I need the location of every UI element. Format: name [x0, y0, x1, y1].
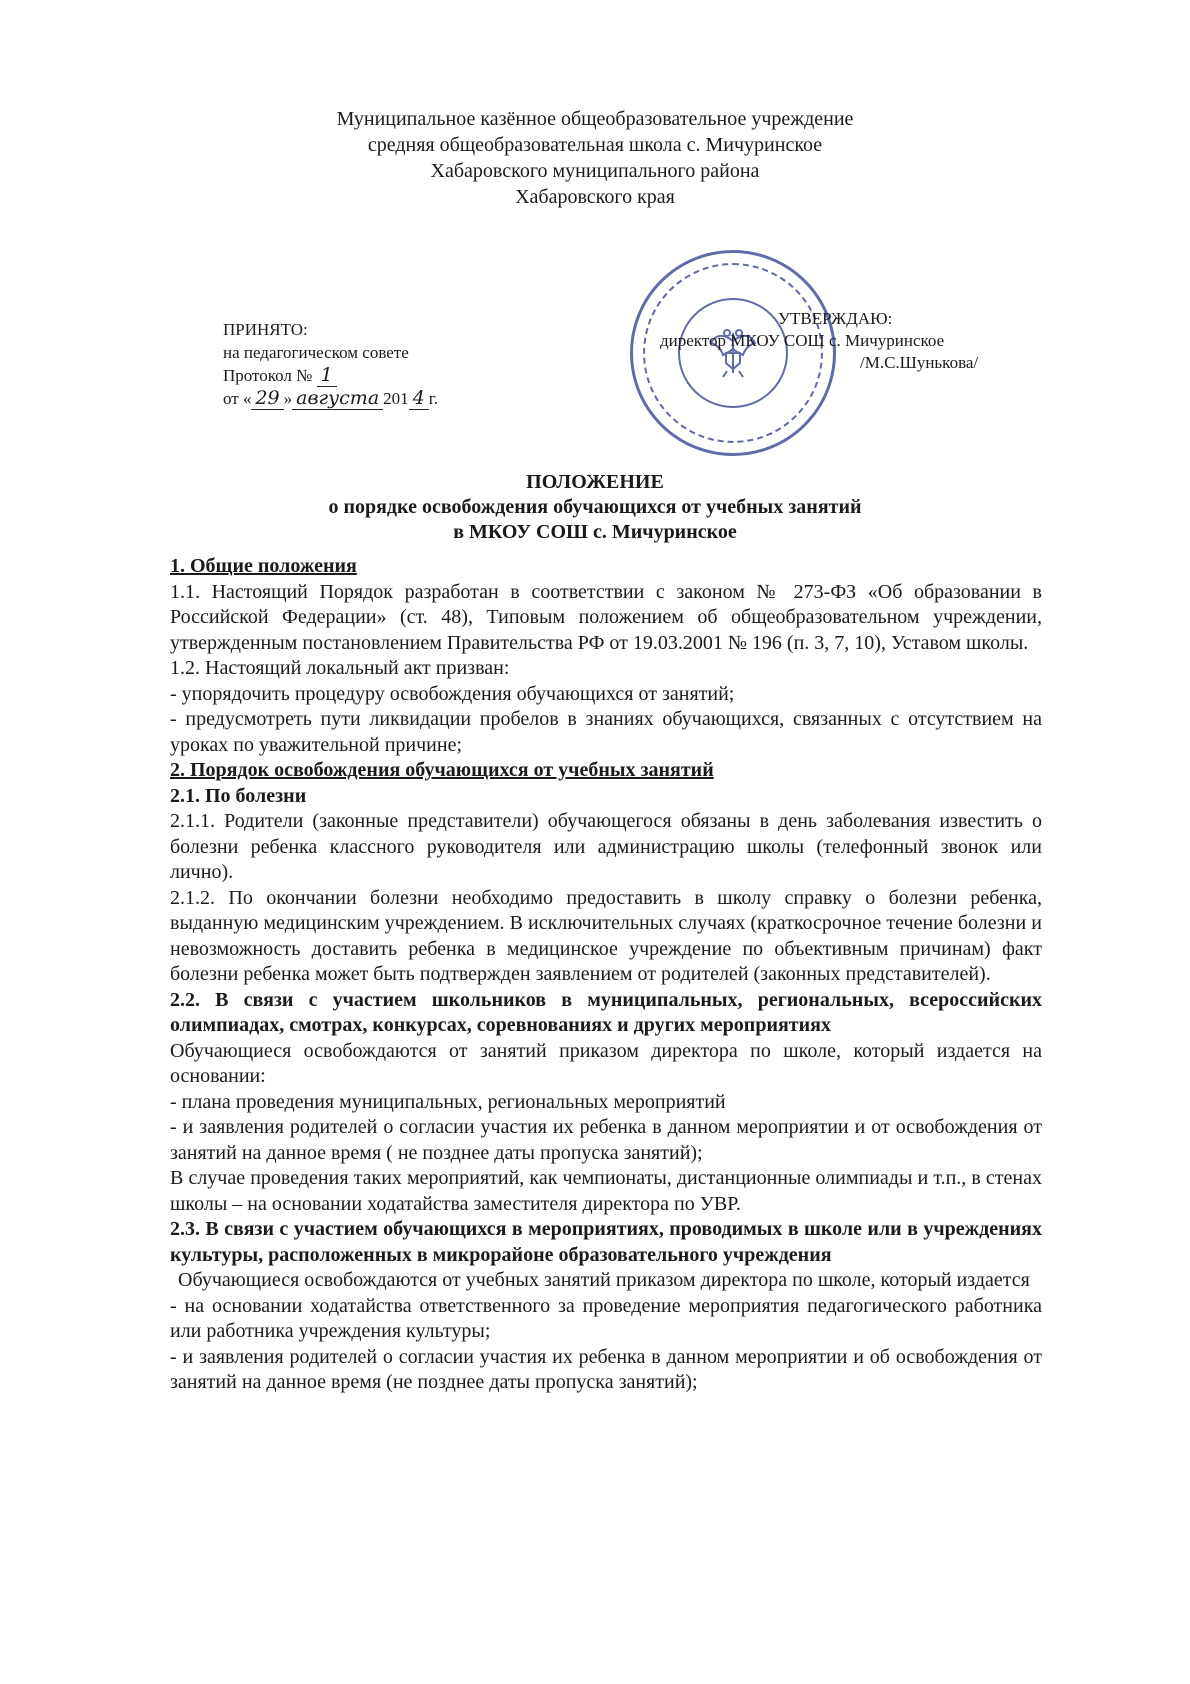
- subsection-heading: 2.1. По болезни: [170, 784, 307, 807]
- accepted-title: ПРИНЯТО:: [223, 320, 308, 339]
- approve-title: УТВЕРЖДАЮ:: [778, 309, 893, 328]
- protocol-number: 1: [317, 364, 337, 387]
- institution-header: [0, 106, 1190, 210]
- header-line: средняя общеобразовательная школа с. Мичуринское: [367, 134, 823, 156]
- approve-name: /М.С.Шунькова/: [860, 353, 979, 372]
- subsection-heading: 2.2. В связи с участием школьников в муниципальных, региональных, всероссийских олимпиадах, смотрах, конкурсах, соревнованиях и других мероприятиях: [170, 988, 1042, 1036]
- paragraph: В случае проведения таких мероприятий, как чемпионаты, дистанционные олимпиады и т.п., в стенах школы – на основании ходатайства заместителя директора по УВР.: [170, 1167, 1042, 1215]
- header-line: Муниципальное казённое общеобразовательное учреждение: [336, 108, 854, 130]
- list-item: - предусмотреть пути ликвидации пробелов в знаниях обучающихся, связанных с отсутствием на уроках по уважительной причине;: [170, 708, 1042, 756]
- header-line: Хабаровского края: [515, 186, 675, 208]
- section-heading: 2. Порядок освобождения обучающихся от учебных занятий: [170, 759, 714, 781]
- header-line: Хабаровского муниципального района: [430, 160, 760, 182]
- title-line: о порядке освобождения обучающихся от учебных занятий: [328, 496, 862, 518]
- approve-block: [660, 308, 978, 374]
- list-item: - плана проведения муниципальных, региональных мероприятий: [170, 1090, 726, 1113]
- document-title: [0, 470, 1190, 545]
- title-line: в МКОУ СОШ с. Мичуринское: [453, 521, 737, 543]
- list-item: - и заявления родителей о согласии участия их ребенка в данном мероприятии и от освобождения от занятий на данное время ( не позднее даты пропуска занятий);: [170, 1116, 1042, 1164]
- accepted-block: [223, 318, 438, 410]
- protocol-line: [223, 364, 438, 387]
- paragraph: 1.2. Настоящий локальный акт призван:: [170, 657, 510, 679]
- paragraph: Обучающиеся освобождаются от учебных занятий приказом директора по школе, который издается: [178, 1269, 1030, 1291]
- paragraph: 2.1.2. По окончании болезни необходимо предоставить в школу справку о болезни ребенка, выданную медицинским учреждением. В исключительных случаях (краткосрочное течение болезни и невозможность доставить ребенка в медицинское учреждение по объективным причинам) факт болезни ребенка может быть подтвержден заявлением от родителей (законных представителей).: [170, 886, 1042, 985]
- accepted-council: на педагогическом совете: [223, 343, 409, 362]
- document-body: [170, 554, 1042, 1396]
- section-heading: 1. Общие положения: [170, 555, 357, 577]
- date-line: от « 29 » августа 201 4 г.: [223, 387, 439, 409]
- list-item: - и заявления родителей о согласии участия их ребенка в данном мероприятии и об освобождения от занятий на данное время (не позднее даты пропуска занятий);: [170, 1345, 1042, 1393]
- list-item: - упорядочить процедуру освобождения обучающихся от занятий;: [170, 682, 735, 705]
- approve-position: директор МКОУ СОШ с. Мичуринское: [660, 331, 945, 350]
- date-month: августа: [292, 387, 383, 410]
- date-day: 29: [251, 387, 283, 410]
- protocol-label: Протокол №: [223, 366, 313, 385]
- paragraph: 2.1.1. Родители (законные представители) обучающегося обязаны в день заболевания известить о болезни ребенка классного руководителя или администрацию школы (телефонный звонок или лично).: [170, 810, 1042, 883]
- date-year-digit: 4: [409, 387, 429, 410]
- list-item: - на основании ходатайства ответственного за проведение мероприятия педагогического работника или работника учреждения культуры;: [170, 1294, 1042, 1342]
- title-line: ПОЛОЖЕНИЕ: [526, 471, 664, 493]
- paragraph: Обучающиеся освобождаются от занятий приказом директора по школе, который издается на основании:: [170, 1039, 1042, 1087]
- paragraph: 1.1. Настоящий Порядок разработан в соответствии с законом № 273-ФЗ «Об образовании в Российской Федерации» (ст. 48), Типовым положением об общеобразовательном учреждении, утвержденным постановлением Правительства РФ от 19.03.2001 № 196 (п. 3, 7, 10), Уставом школы.: [170, 580, 1042, 654]
- subsection-heading: 2.3. В связи с участием обучающихся в мероприятиях, проводимых в школе или в учреждениях культуры, расположенных в микрорайоне образовательного учреждения: [170, 1218, 1042, 1266]
